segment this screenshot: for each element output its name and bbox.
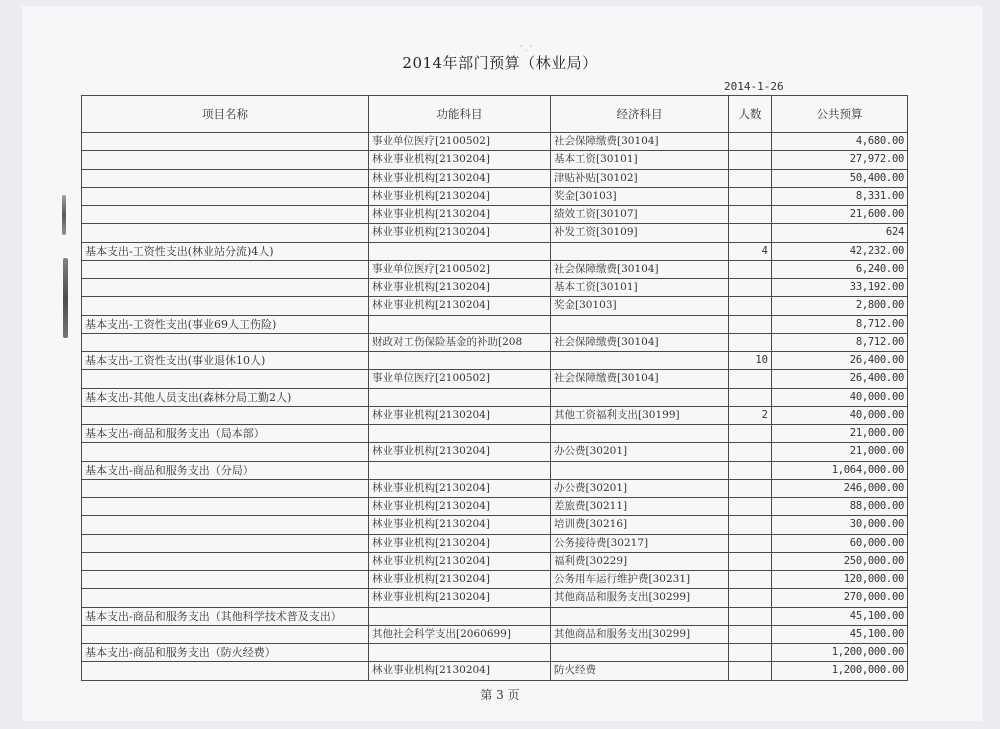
header-headcount: 人数 (729, 96, 772, 133)
table-row (82, 589, 908, 607)
public-budget-cell: 40,000.00 (772, 388, 908, 406)
headcount-cell (729, 571, 772, 589)
table-row (82, 260, 908, 278)
headcount-cell (729, 315, 772, 333)
economic-subject-cell: 基本工资[30101] (551, 279, 729, 297)
project-name-cell (82, 406, 369, 424)
economic-subject-cell: 公务用车运行维护费[30231] (551, 571, 729, 589)
project-name-cell (82, 260, 369, 278)
economic-subject-cell: 公务接待费[30217] (551, 534, 729, 552)
public-budget-cell: 26,400.00 (772, 352, 908, 370)
headcount-cell (729, 534, 772, 552)
function-subject-cell: 林业事业机构[2130204] (369, 498, 551, 516)
headcount-cell (729, 644, 772, 662)
headcount-cell (729, 516, 772, 534)
table-row (82, 388, 908, 406)
headcount-cell: 4 (729, 242, 772, 260)
public-budget-cell: 26,400.00 (772, 370, 908, 388)
headcount-cell (729, 333, 772, 351)
function-subject-cell: 林业事业机构[2130204] (369, 479, 551, 497)
public-budget-cell: 21,000.00 (772, 425, 908, 443)
headcount-cell (729, 443, 772, 461)
public-budget-cell: 21,600.00 (772, 206, 908, 224)
public-budget-cell: 40,000.00 (772, 406, 908, 424)
headcount-cell (729, 279, 772, 297)
function-subject-cell: 事业单位医疗[2100502] (369, 260, 551, 278)
project-name-cell (82, 370, 369, 388)
public-budget-cell: 120,000.00 (772, 571, 908, 589)
function-subject-cell: 林业事业机构[2130204] (369, 662, 551, 680)
project-name-cell (82, 443, 369, 461)
economic-subject-cell (551, 242, 729, 260)
public-budget-cell: 1,200,000.00 (772, 662, 908, 680)
table-row (82, 552, 908, 570)
project-name-cell (82, 297, 369, 315)
economic-subject-cell: 其他工资福利支出[30199] (551, 406, 729, 424)
headcount-cell: 2 (729, 406, 772, 424)
function-subject-cell: 林业事业机构[2130204] (369, 589, 551, 607)
table-row (82, 242, 908, 260)
project-name-cell (82, 571, 369, 589)
function-subject-cell (369, 315, 551, 333)
economic-subject-cell (551, 644, 729, 662)
project-name-cell: 基本支出-商品和服务支出（局本部） (82, 425, 369, 443)
table-row (82, 206, 908, 224)
project-name-cell: 基本支出-商品和服务支出（其他科学技术普及支出） (82, 607, 369, 625)
document-date: 2014-1-26 (724, 80, 784, 93)
public-budget-cell: 1,064,000.00 (772, 461, 908, 479)
table-row (82, 516, 908, 534)
headcount-cell (729, 498, 772, 516)
economic-subject-cell: 基本工资[30101] (551, 151, 729, 169)
economic-subject-cell: 福利费[30229] (551, 552, 729, 570)
economic-subject-cell: 社会保障缴费[30104] (551, 333, 729, 351)
table-row (82, 607, 908, 625)
function-subject-cell: 林业事业机构[2130204] (369, 169, 551, 187)
project-name-cell: 基本支出-商品和服务支出（分局） (82, 461, 369, 479)
economic-subject-cell: 社会保障缴费[30104] (551, 260, 729, 278)
project-name-cell (82, 169, 369, 187)
economic-subject-cell (551, 607, 729, 625)
table-row (82, 297, 908, 315)
function-subject-cell (369, 388, 551, 406)
project-name-cell: 基本支出-其他人员支出(森林分局工勤2人) (82, 388, 369, 406)
economic-subject-cell: 奖金[30103] (551, 297, 729, 315)
public-budget-cell: 8,712.00 (772, 333, 908, 351)
header-function-subject: 功能科目 (369, 96, 551, 133)
headcount-cell (729, 224, 772, 242)
headcount-cell (729, 260, 772, 278)
economic-subject-cell (551, 352, 729, 370)
public-budget-cell: 4,680.00 (772, 133, 908, 151)
function-subject-cell: 林业事业机构[2130204] (369, 151, 551, 169)
table-row (82, 151, 908, 169)
project-name-cell (82, 187, 369, 205)
headcount-cell (729, 297, 772, 315)
public-budget-cell: 30,000.00 (772, 516, 908, 534)
headcount-cell (729, 589, 772, 607)
table-row (82, 187, 908, 205)
table-row (82, 370, 908, 388)
scan-smudge (62, 195, 66, 235)
function-subject-cell (369, 352, 551, 370)
public-budget-cell: 246,000.00 (772, 479, 908, 497)
table-row (82, 315, 908, 333)
headcount-cell (729, 479, 772, 497)
table-row (82, 534, 908, 552)
function-subject-cell: 林业事业机构[2130204] (369, 279, 551, 297)
economic-subject-cell (551, 315, 729, 333)
public-budget-cell: 270,000.00 (772, 589, 908, 607)
function-subject-cell: 林业事业机构[2130204] (369, 443, 551, 461)
public-budget-cell: 1,200,000.00 (772, 644, 908, 662)
function-subject-cell: 财政对工伤保险基金的补助[208 (369, 333, 551, 351)
function-subject-cell: 其他社会科学支出[2060699] (369, 625, 551, 643)
project-name-cell: 基本支出-工资性支出(事业69人工伤险) (82, 315, 369, 333)
project-name-cell (82, 516, 369, 534)
economic-subject-cell (551, 461, 729, 479)
table-row (82, 169, 908, 187)
table-row (82, 425, 908, 443)
headcount-cell (729, 187, 772, 205)
public-budget-cell: 6,240.00 (772, 260, 908, 278)
budget-table (81, 95, 908, 681)
public-budget-cell: 88,000.00 (772, 498, 908, 516)
table-row (82, 625, 908, 643)
function-subject-cell (369, 242, 551, 260)
project-name-cell (82, 498, 369, 516)
public-budget-cell: 60,000.00 (772, 534, 908, 552)
economic-subject-cell: 其他商品和服务支出[30299] (551, 589, 729, 607)
function-subject-cell (369, 425, 551, 443)
economic-subject-cell: 其他商品和服务支出[30299] (551, 625, 729, 643)
economic-subject-cell: 办公费[30201] (551, 479, 729, 497)
public-budget-cell: 45,100.00 (772, 625, 908, 643)
public-budget-cell: 8,712.00 (772, 315, 908, 333)
function-subject-cell (369, 461, 551, 479)
table-header-row (82, 96, 908, 133)
header-economic-subject: 经济科目 (551, 96, 729, 133)
function-subject-cell: 林业事业机构[2130204] (369, 571, 551, 589)
project-name-cell (82, 224, 369, 242)
page-title: 2014年部门预算（林业局） (402, 54, 598, 72)
scan-mark: ' . ' (520, 44, 533, 53)
page-number: 第 3 页 (480, 688, 520, 702)
headcount-cell (729, 169, 772, 187)
project-name-cell (82, 333, 369, 351)
project-name-cell (82, 534, 369, 552)
table-row (82, 461, 908, 479)
headcount-cell (729, 370, 772, 388)
table-row (82, 224, 908, 242)
table-row (82, 279, 908, 297)
project-name-cell (82, 206, 369, 224)
function-subject-cell: 林业事业机构[2130204] (369, 206, 551, 224)
table-body (82, 133, 908, 681)
economic-subject-cell: 差旅费[30211] (551, 498, 729, 516)
scan-smudge (63, 258, 68, 338)
public-budget-cell: 50,400.00 (772, 169, 908, 187)
header-project-name: 项目名称 (82, 96, 369, 133)
project-name-cell (82, 589, 369, 607)
project-name-cell (82, 151, 369, 169)
table-row (82, 443, 908, 461)
headcount-cell (729, 388, 772, 406)
economic-subject-cell: 办公费[30201] (551, 443, 729, 461)
project-name-cell: 基本支出-工资性支出(林业站分流)4人) (82, 242, 369, 260)
function-subject-cell: 事业单位医疗[2100502] (369, 370, 551, 388)
project-name-cell (82, 625, 369, 643)
headcount-cell (729, 151, 772, 169)
economic-subject-cell (551, 425, 729, 443)
table-row (82, 644, 908, 662)
function-subject-cell: 林业事业机构[2130204] (369, 534, 551, 552)
public-budget-cell: 21,000.00 (772, 443, 908, 461)
headcount-cell (729, 133, 772, 151)
public-budget-cell: 42,232.00 (772, 242, 908, 260)
function-subject-cell: 林业事业机构[2130204] (369, 187, 551, 205)
headcount-cell (729, 206, 772, 224)
headcount-cell (729, 625, 772, 643)
function-subject-cell (369, 607, 551, 625)
table-row (82, 479, 908, 497)
table-row (82, 406, 908, 424)
public-budget-cell: 250,000.00 (772, 552, 908, 570)
public-budget-cell: 8,331.00 (772, 187, 908, 205)
public-budget-cell: 33,192.00 (772, 279, 908, 297)
public-budget-cell: 624 (772, 224, 908, 242)
headcount-cell (729, 425, 772, 443)
public-budget-cell: 27,972.00 (772, 151, 908, 169)
table-row (82, 333, 908, 351)
project-name-cell (82, 479, 369, 497)
table-row (82, 571, 908, 589)
function-subject-cell: 林业事业机构[2130204] (369, 516, 551, 534)
economic-subject-cell: 培训费[30216] (551, 516, 729, 534)
public-budget-cell: 45,100.00 (772, 607, 908, 625)
table-row (82, 133, 908, 151)
function-subject-cell: 林业事业机构[2130204] (369, 224, 551, 242)
table-row (82, 352, 908, 370)
economic-subject-cell: 绩效工资[30107] (551, 206, 729, 224)
public-budget-cell: 2,800.00 (772, 297, 908, 315)
economic-subject-cell: 社会保障缴费[30104] (551, 133, 729, 151)
headcount-cell (729, 662, 772, 680)
function-subject-cell (369, 644, 551, 662)
function-subject-cell: 林业事业机构[2130204] (369, 406, 551, 424)
economic-subject-cell: 社会保障缴费[30104] (551, 370, 729, 388)
function-subject-cell: 事业单位医疗[2100502] (369, 133, 551, 151)
function-subject-cell: 林业事业机构[2130204] (369, 297, 551, 315)
project-name-cell (82, 552, 369, 570)
header-public-budget: 公共预算 (772, 96, 908, 133)
headcount-cell (729, 461, 772, 479)
project-name-cell (82, 662, 369, 680)
project-name-cell (82, 279, 369, 297)
project-name-cell: 基本支出-商品和服务支出（防火经费） (82, 644, 369, 662)
table-row (82, 662, 908, 680)
economic-subject-cell: 防火经费 (551, 662, 729, 680)
economic-subject-cell: 补发工资[30109] (551, 224, 729, 242)
table-row (82, 498, 908, 516)
headcount-cell (729, 552, 772, 570)
project-name-cell: 基本支出-工资性支出(事业退休10人) (82, 352, 369, 370)
headcount-cell: 10 (729, 352, 772, 370)
economic-subject-cell: 津贴补贴[30102] (551, 169, 729, 187)
headcount-cell (729, 607, 772, 625)
economic-subject-cell (551, 388, 729, 406)
function-subject-cell: 林业事业机构[2130204] (369, 552, 551, 570)
project-name-cell (82, 133, 369, 151)
economic-subject-cell: 奖金[30103] (551, 187, 729, 205)
